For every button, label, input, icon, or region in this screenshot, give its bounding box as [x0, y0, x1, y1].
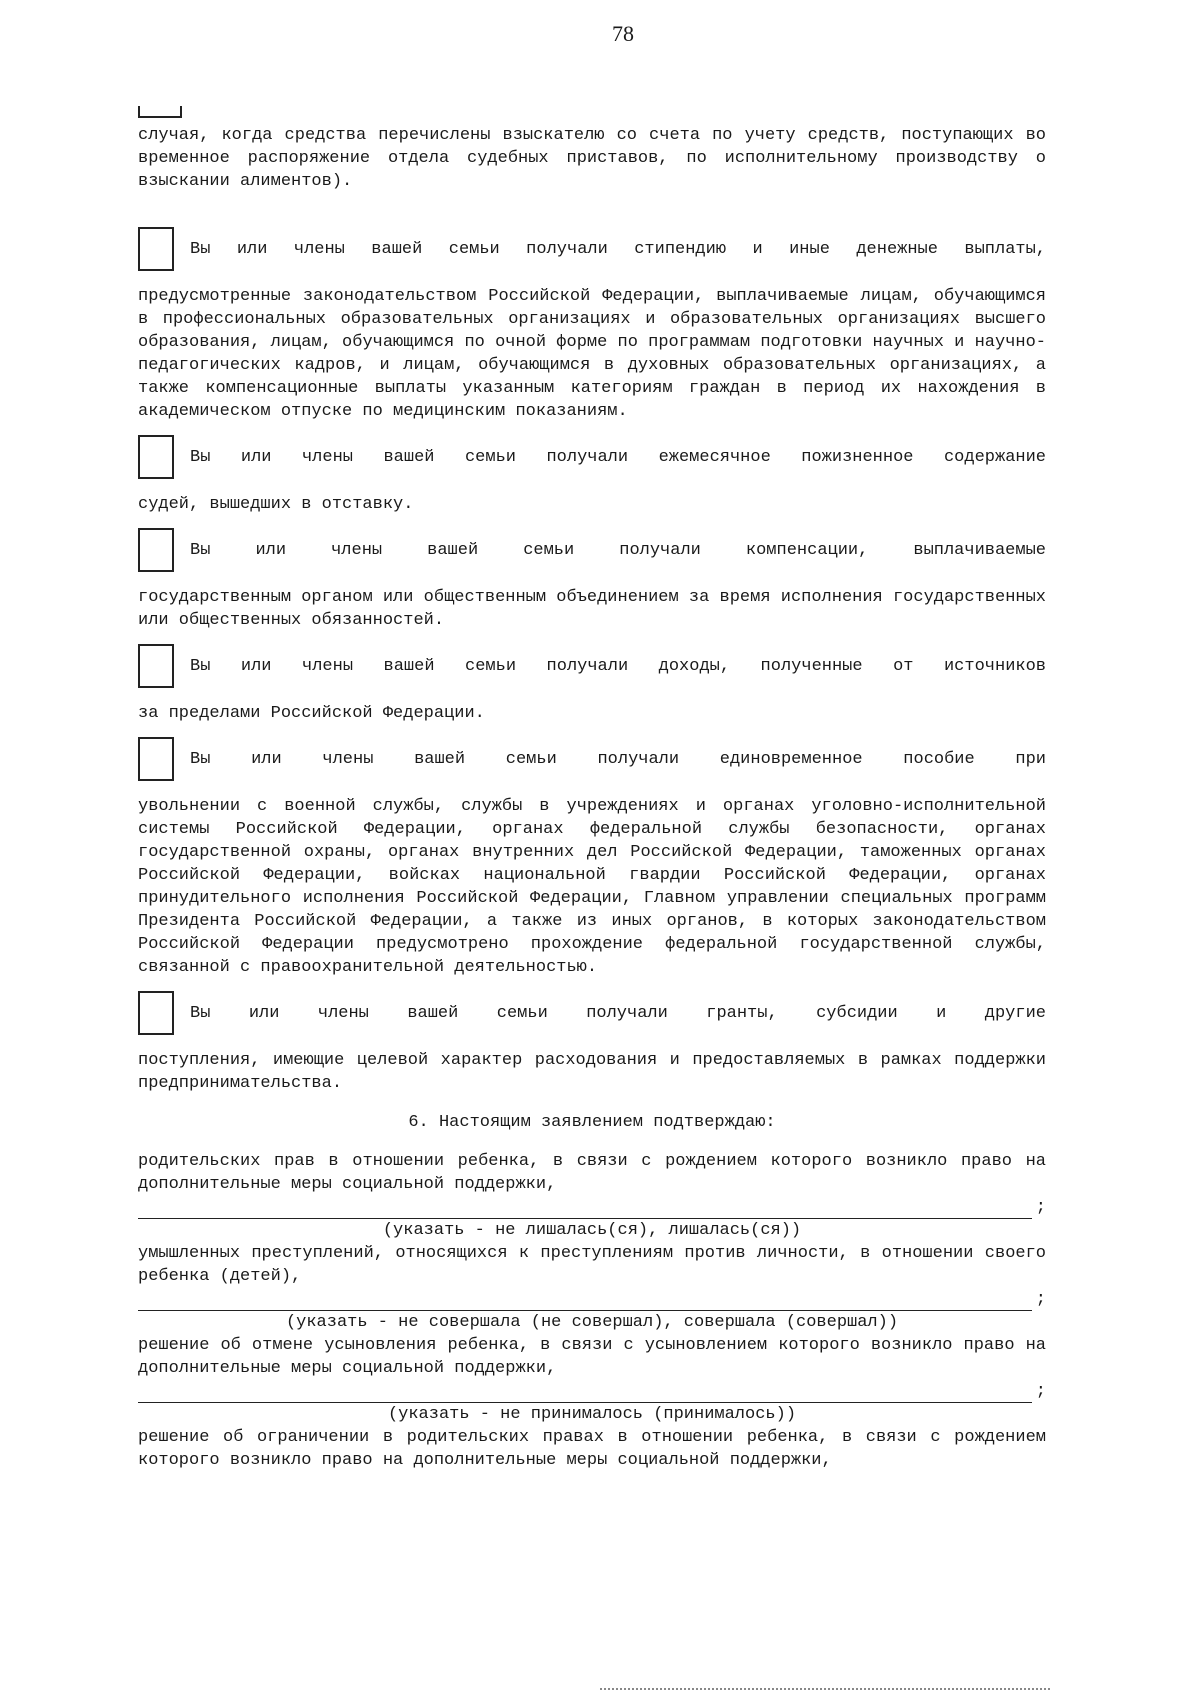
checkbox-continuation: предусмотренные законодательством Российской Федерации, выплачиваемые лицам, обучающимся в профессиональных образовательных организациях и образовательных организациях высшего образования, лицам, обучающимся по очной форме по программам подготовки научных и научно-педагогических кадров, и лицам, обучающимся в духовных образовательных организациях, а также компенсационные выплаты указанным категориям граждан в период их нахождения в академическом отпуске по медицинским показаниям. [138, 287, 1046, 421]
final-paragraph: решение об ограничении в родительских правах в отношении ребенка, в связи с рождением которого возникло право на дополнительные меры социальной поддержки, [138, 1428, 1046, 1470]
checkbox-compensation[interactable] [138, 528, 174, 572]
intro-paragraph: случая, когда средства перечислены взыскателю со счета по учету средств, поступающих во временное распоряжение отдела судебных приставов, по исполнительному производству о взыскании алиментов). [138, 126, 1046, 191]
field-hint: (указать - не принималось (принималось)) [387, 1405, 797, 1424]
checkbox-continuation: поступления, имеющие целевой характер расходования и предоставляемых в рамках поддержки предпринимательства. [138, 1051, 1046, 1093]
semicolon: ; [1035, 1382, 1046, 1401]
adoption-cancel-input[interactable] [138, 1386, 1032, 1403]
page-number: 78 [612, 21, 634, 46]
checkbox-label: Вы или члены вашей семьи получали гранты, субсидии и другие [190, 1003, 1046, 1023]
checkbox-label: Вы или члены вашей семьи получали компенсации, выплачиваемые [190, 540, 1046, 560]
checkbox-item [138, 644, 1046, 725]
checkbox-grants[interactable] [138, 991, 174, 1035]
semicolon: ; [1035, 1198, 1046, 1217]
checkbox-label: Вы или члены вашей семьи получали доходы, полученные от источников [190, 656, 1046, 676]
confirm-block [138, 1334, 1046, 1426]
document-body [138, 106, 1046, 1472]
checkbox-label: Вы или члены вашей семьи получали единовременное пособие при [190, 749, 1046, 769]
checkbox-item [138, 991, 1046, 1095]
semicolon: ; [1035, 1290, 1046, 1309]
checkbox-continuation: государственным органом или общественным объединением за время исполнения государственных или общественных обязанностей. [138, 588, 1046, 630]
checkbox-severance[interactable] [138, 737, 174, 781]
parental-rights-input[interactable] [138, 1202, 1032, 1219]
checkbox-item [138, 435, 1046, 516]
checkbox-continuation: увольнении с военной службы, службы в учреждениях и органах уголовно-исполнительной системы Российской Федерации, органах федеральной службы безопасности, органах государственной охраны, органах внутренних дел Российской Федерации, таможенных органах Российской Федерации, войсках национальной гвардии Российской Федерации, органах принудительного исполнения Российской Федерации, Главном управлении специальных программ Президента Российской Федерации, а также из иных органов, в которых законодательством Российской Федерации предусмотрено прохождение федеральной государственной службы, связанной с правоохранительной деятельностью. [138, 797, 1046, 977]
checkbox-stipend[interactable] [138, 227, 174, 271]
checkbox-judge-allowance[interactable] [138, 435, 174, 479]
confirm-block [138, 1150, 1046, 1242]
crimes-input[interactable] [138, 1294, 1032, 1311]
confirm-text: умышленных преступлений, относящихся к преступлениям против личности, в отношении своего ребенка (детей), [138, 1244, 1046, 1286]
checkbox-foreign-income[interactable] [138, 644, 174, 688]
confirm-text: решение об отмене усыновления ребенка, в связи с усыновлением которого возникло право на дополнительные меры социальной поддержки, [138, 1336, 1046, 1378]
checkbox-item [138, 528, 1046, 632]
checkbox-label: Вы или члены вашей семьи получали стипендию и иные денежные выплаты, [190, 239, 1046, 259]
checkbox-item [138, 737, 1046, 979]
partial-checkbox [138, 106, 182, 118]
checkbox-label: Вы или члены вашей семьи получали ежемесячное пожизненное содержание [190, 447, 1046, 467]
field-hint: (указать - не лишалась(ся), лишалась(ся)) [382, 1221, 802, 1240]
checkbox-continuation: судей, вышедших в отставку. [138, 495, 414, 514]
checkbox-continuation: за пределами Российской Федерации. [138, 704, 485, 723]
confirm-block [138, 1242, 1046, 1334]
checkbox-item [138, 227, 1046, 423]
confirm-text: родительских прав в отношении ребенка, в связи с рождением которого возникло право на дополнительные меры социальной поддержки, [138, 1152, 1046, 1194]
field-hint: (указать - не совершала (не совершал), совершала (совершал)) [285, 1313, 899, 1332]
bottom-rule [600, 1688, 1050, 1690]
section-heading: 6. Настоящим заявлением подтверждаю: [408, 1113, 776, 1132]
